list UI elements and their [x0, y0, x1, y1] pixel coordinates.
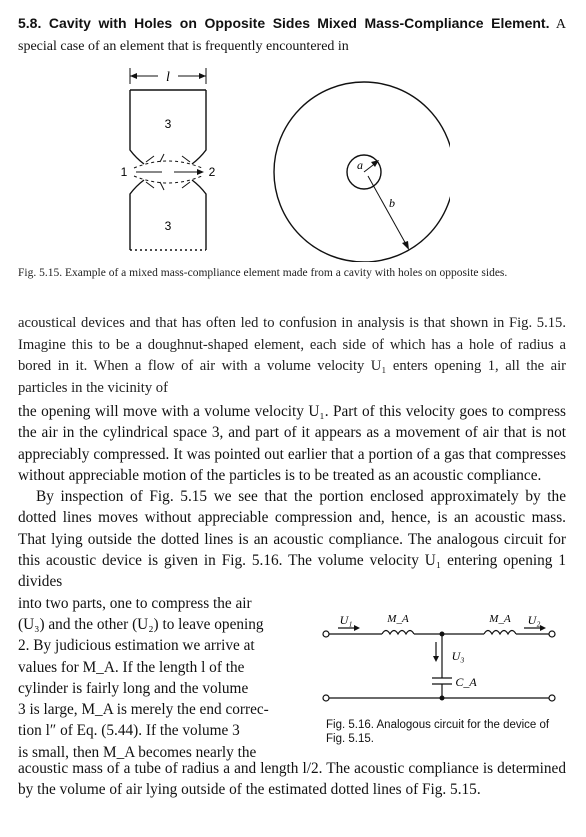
u1-label: U₁: [339, 613, 353, 627]
narrow-line: 2. By judicious estimation we arrive at: [18, 637, 255, 655]
ma-left-label: M_A: [387, 613, 409, 625]
region-3-bottom: 3: [164, 219, 172, 233]
section-number-title: 5.8. Cavity with Holes on Opposite Sides: [18, 15, 311, 31]
length-dimension: [130, 68, 206, 85]
cavity-cross-section: [121, 90, 216, 250]
figure-5-15-caption: Fig. 5.15. Example of a mixed mass-compliance element made from a cavity with holes on opposite sides.: [18, 267, 508, 279]
region-3-top: 3: [164, 117, 172, 131]
opening-1-label: 1: [120, 165, 128, 179]
narrow-line: (U₃) and the other (U₂) to leave opening: [18, 615, 264, 633]
ca-label: C_A: [455, 675, 477, 689]
narrow-line: is small, then M_A becomes nearly the: [18, 743, 257, 761]
top-view-circles: [274, 82, 450, 262]
narrow-line: cylinder is fairly long and the volume: [18, 679, 249, 697]
figure-5-16-caption: Fig. 5.16. Analogous circuit for the device of Fig. 5.15.: [326, 719, 550, 745]
section-heading: [18, 12, 566, 58]
section-intro: A special case of an element that is frequently encountered in: [18, 17, 567, 54]
paragraph-3-end: acoustic mass of a tube of radius a and length l/2. The acoustic compliance is determined by the volume of air lying outside of the estimated dotted lines of Fig. 5.15.: [18, 760, 566, 799]
paragraph-1: acoustical devices and that has often led to confusion in analysis is that shown in Fig. 5.15. Imagine this to be a doughnut-shaped element, each side of which has a hole of radius a bored in it. When a flow of air with a volume velocity U₁ enters opening 1, all the air particles in the vicinity of: [18, 315, 566, 396]
figure-5-16-circuit: [316, 608, 562, 728]
opening-2-label: 2: [208, 165, 216, 179]
radius-b-label: b: [389, 196, 395, 210]
paragraph-2: the opening will move with a volume velocity U₁. Part of this velocity goes to compress the air in the cylindrical space 3, and part of it appears as a movement of air that is not appreciably compressed. It was pointed out earlier that a portion of a gas that compresses without appreciable motion of the particles is to be treated as an acoustic compliance.: [18, 403, 566, 484]
u3-label: U₃: [451, 649, 465, 663]
narrow-line: tion l″ of Eq. (5.44). If the volume 3: [18, 722, 240, 740]
paragraph-3: By inspection of Fig. 5.15 we see that the portion enclosed approximately by the dotted lines moves without appreciable compression and, hence, is an acoustic mass. That lying outside the dotted lines is an acoustic compliance. The analogous circuit for this acoustic device is given in Fig. 5.16. The volume velocity U₁ entering opening 1 divides: [18, 488, 566, 591]
narrow-line: values for M_A. If the length l of the: [18, 658, 245, 676]
u2-label: U₂: [527, 613, 541, 627]
narrow-line: 3 is large, M_A is merely the end correc-: [18, 701, 269, 719]
radius-a-label: a: [357, 158, 363, 172]
section-title-rest: Mixed Mass-Compliance Element.: [317, 15, 550, 31]
paragraph-3-narrow: [18, 593, 306, 763]
circuit-schematic: [323, 628, 555, 701]
narrow-line: into two parts, one to compress the air: [18, 594, 252, 612]
figure-5-15: [110, 66, 450, 262]
dim-label-l: l: [166, 70, 170, 85]
ma-right-label: M_A: [489, 613, 511, 625]
